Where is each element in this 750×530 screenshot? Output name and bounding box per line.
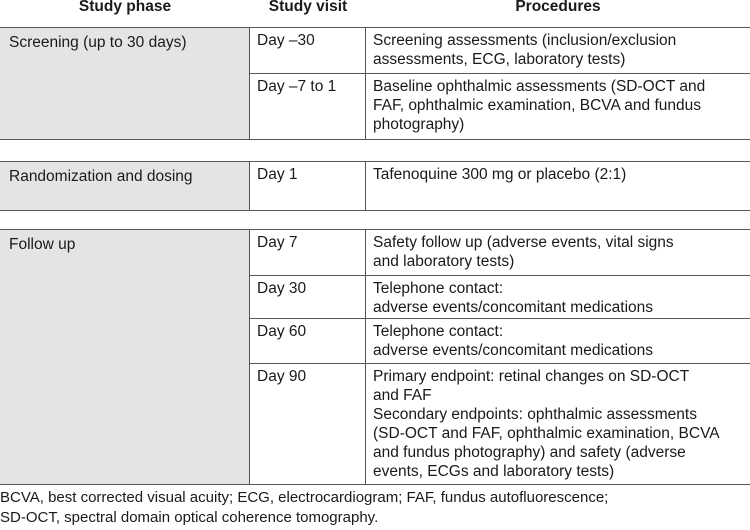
table-header	[0, 0, 750, 26]
table-row	[250, 73, 750, 140]
visit-cell: Day 30	[250, 276, 366, 318]
procedures-cell	[366, 162, 750, 210]
table-footnote	[0, 488, 750, 528]
phase-cell: Randomization and dosing	[0, 161, 250, 211]
procedure-line: FAF, ophthalmic examination, BCVA and fundus	[373, 97, 701, 114]
group-randomization	[0, 161, 750, 211]
footnote-line: BCVA, best corrected visual acuity; ECG, electrocardiogram; FAF, fundus autofluorescence;	[0, 489, 609, 506]
procedure-line: Baseline ophthalmic assessments (SD-OCT and	[373, 78, 706, 95]
procedures-cell	[366, 364, 750, 484]
visit-cell: Day 90	[250, 364, 366, 484]
procedure-line: events, ECGs and laboratory tests)	[373, 463, 615, 480]
procedure-line: Safety follow up (adverse events, vital signs	[373, 234, 674, 251]
visit-cell: Day –30	[250, 28, 366, 73]
phase-cell: Follow up	[0, 229, 250, 485]
procedure-line: Secondary endpoints: ophthalmic assessments	[373, 406, 697, 423]
visit-cell: Day 60	[250, 319, 366, 363]
group-follow-up	[0, 229, 750, 485]
procedure-line: and FAF	[373, 387, 432, 404]
visit-rows	[250, 229, 750, 485]
footnote-line: SD-OCT, spectral domain optical coherence tomography.	[0, 509, 379, 526]
procedures-cell	[366, 276, 750, 318]
procedure-line: photography)	[373, 116, 465, 133]
procedure-line: Telephone contact:	[373, 280, 504, 297]
procedure-line: Primary endpoint: retinal changes on SD-OCT	[373, 368, 690, 385]
table-row	[250, 230, 750, 275]
procedures-cell	[366, 28, 750, 73]
procedure-line: Telephone contact:	[373, 323, 504, 340]
procedures-cell	[366, 319, 750, 363]
procedures-cell	[366, 230, 750, 275]
header-study-visit: Study visit	[268, 0, 348, 15]
visit-cell: Day 7	[250, 230, 366, 275]
table-row	[250, 363, 750, 484]
visit-rows	[250, 27, 750, 140]
group-screening	[0, 27, 750, 140]
header-study-phase: Study phase	[78, 0, 172, 15]
table-row	[250, 318, 750, 363]
procedure-line: and fundus photography) and safety (adverse	[373, 444, 686, 461]
visit-cell: Day –7 to 1	[250, 74, 366, 140]
table-row	[250, 275, 750, 318]
procedures-cell	[366, 74, 750, 140]
visit-rows	[250, 161, 750, 211]
phase-cell: Screening (up to 30 days)	[0, 27, 250, 140]
procedure-line: adverse events/concomitant medications	[373, 299, 654, 316]
table-row	[250, 162, 750, 210]
procedure-line: (SD-OCT and FAF, ophthalmic examination, BCVA	[373, 425, 720, 442]
procedure-line: and laboratory tests)	[373, 253, 515, 270]
table-row	[250, 28, 750, 73]
procedure-line: assessments, ECG, laboratory tests)	[373, 51, 626, 68]
visit-cell: Day 1	[250, 162, 366, 210]
header-procedures: Procedures	[515, 0, 601, 15]
procedure-line: Screening assessments (inclusion/exclusion	[373, 32, 677, 49]
procedure-line: adverse events/concomitant medications	[373, 342, 654, 359]
procedure-line: Tafenoquine 300 mg or placebo (2:1)	[373, 166, 627, 183]
